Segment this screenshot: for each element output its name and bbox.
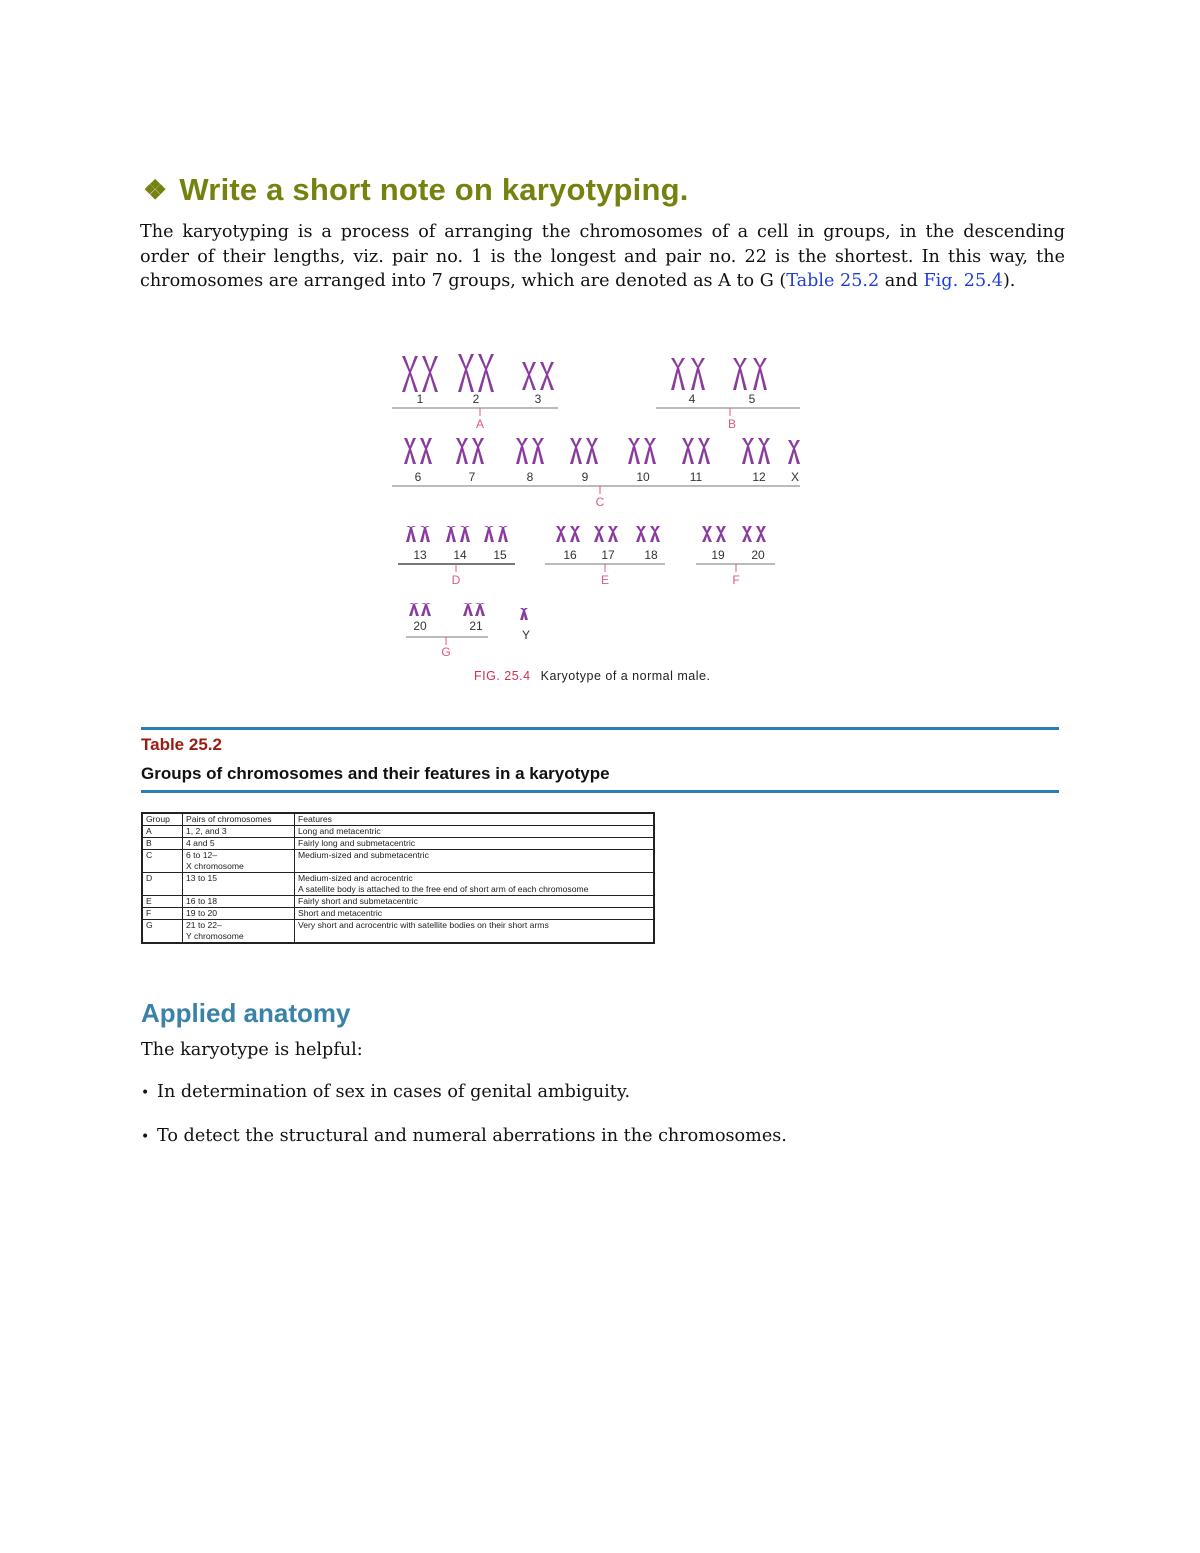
chromatid <box>677 358 685 390</box>
chromatid <box>649 438 656 464</box>
cell-group <box>142 838 183 850</box>
table-header-row <box>142 813 654 826</box>
pair-label: 8 <box>526 470 534 484</box>
chromatid <box>537 438 544 464</box>
cell-text: B <box>146 838 152 848</box>
table-title: Groups of chromosomes and their features in a karyotype <box>141 764 610 783</box>
header-group: Group <box>142 813 183 826</box>
group-label: F <box>732 573 740 587</box>
pair-label: 17 <box>601 548 615 562</box>
chromatid <box>485 354 494 392</box>
chromatid <box>671 358 679 390</box>
chromatid <box>502 526 508 542</box>
cell-text: 16 to 18 <box>186 896 218 906</box>
chromatid <box>467 603 473 616</box>
chromatid <box>747 438 754 464</box>
cell-text: 21 to 22– <box>186 920 222 930</box>
group-label: C <box>595 495 605 509</box>
chromatid <box>516 438 523 464</box>
chromatid <box>409 438 416 464</box>
chromatid <box>575 438 582 464</box>
applied-intro: The karyotype is helpful: <box>141 1040 363 1060</box>
cell-features <box>295 873 655 896</box>
chromatid <box>477 438 484 464</box>
table-reference-link[interactable]: Table 25.2 <box>786 271 880 291</box>
pair-label: 18 <box>644 548 658 562</box>
table-label: Table 25.2 <box>141 735 222 754</box>
chromatid <box>409 356 418 392</box>
cell-features <box>295 896 655 908</box>
chromatid <box>425 603 431 616</box>
group-label: G <box>441 645 451 659</box>
pair-label: 15 <box>493 548 507 562</box>
figure-reference-link[interactable]: Fig. 25.4 <box>923 271 1003 291</box>
cell-text: Very short and acrocentric with satellite bodies on their short arms <box>298 920 549 930</box>
chromatid <box>720 526 726 542</box>
table-row <box>142 850 654 873</box>
pair-label: 20 <box>751 548 765 562</box>
pair-label: 14 <box>453 548 467 562</box>
group-label: A <box>475 417 485 431</box>
chromatid <box>759 358 767 390</box>
chromatid <box>612 526 618 542</box>
page-heading <box>143 172 689 208</box>
chromatid <box>793 440 800 464</box>
pair-label: 7 <box>468 470 476 484</box>
chromatid <box>450 526 456 542</box>
chromatid <box>560 526 566 542</box>
cell-text: 13 to 15 <box>186 873 218 883</box>
applied-anatomy-heading: Applied anatomy <box>141 998 351 1028</box>
table-row <box>142 838 654 850</box>
cell-pairs <box>183 873 295 896</box>
pair-label: 9 <box>581 470 589 484</box>
pair-label: 10 <box>636 470 650 484</box>
chromatid <box>488 526 494 542</box>
chromatid <box>753 358 761 390</box>
chromatid <box>532 438 539 464</box>
header-features: Features <box>295 813 655 826</box>
cell-features <box>295 826 655 838</box>
cell-text: E <box>146 896 152 906</box>
cell-group <box>142 826 183 838</box>
cell-text: Short and metacentric <box>298 908 383 918</box>
table-bottom-rule <box>141 790 1059 793</box>
chromosome-groups-table <box>141 812 655 944</box>
pair-label: 11 <box>689 470 703 484</box>
cell-features <box>295 920 655 944</box>
karyotype-figure <box>388 340 808 690</box>
chromatid <box>633 438 640 464</box>
cell-group <box>142 850 183 873</box>
chromatid <box>760 526 766 542</box>
cell-text: G <box>146 920 153 930</box>
chromatid <box>429 356 438 392</box>
chromatid <box>706 526 712 542</box>
chromatid <box>687 438 694 464</box>
pair-label: 5 <box>748 392 756 406</box>
group-label: E <box>600 573 610 587</box>
chromatid <box>521 438 528 464</box>
chromatid <box>410 526 416 542</box>
intro-paragraph <box>140 220 1065 294</box>
cell-text: Medium-sized and acrocentric <box>298 873 413 883</box>
cell-text: 6 to 12– <box>186 850 218 860</box>
pair-label: 1 <box>416 392 424 406</box>
paragraph-text: and <box>879 271 924 291</box>
cell-text: F <box>146 908 152 918</box>
table-row <box>142 908 654 920</box>
cell-pairs <box>183 920 295 944</box>
cell-text: Y chromosome <box>186 931 244 941</box>
heading-text: Write a short note on karyotyping. <box>179 172 689 207</box>
chromatid <box>458 354 467 392</box>
cell-features <box>295 838 655 850</box>
cell-pairs <box>183 850 295 873</box>
cell-text: 1, 2, and 3 <box>186 826 227 836</box>
cell-text: Medium-sized and submetacentric <box>298 850 429 860</box>
pair-label: X <box>790 470 800 484</box>
cell-group <box>142 920 183 944</box>
cell-text: 4 and 5 <box>186 838 215 848</box>
cell-text: Fairly long and submetacentric <box>298 838 416 848</box>
cell-text: D <box>146 873 153 883</box>
cell-group <box>142 896 183 908</box>
chromatid <box>763 438 770 464</box>
figure-caption-text: Karyotype of a normal male. <box>540 669 711 683</box>
chromatid <box>733 358 741 390</box>
chromatid <box>478 354 487 392</box>
chromatid <box>742 438 749 464</box>
chromatid <box>546 362 554 390</box>
chromatid <box>425 438 432 464</box>
cell-text: C <box>146 850 153 860</box>
table-row <box>142 896 654 908</box>
pair-label: 20 <box>413 619 427 633</box>
list-item-text: To detect the structural and numeral aberrations in the chromosomes. <box>157 1126 787 1146</box>
chromatid <box>691 358 699 390</box>
cell-group <box>142 908 183 920</box>
pair-label: 3 <box>534 392 542 406</box>
pair-label: Y <box>521 628 531 642</box>
cell-text: X chromosome <box>186 861 244 871</box>
pair-label: 6 <box>414 470 422 484</box>
list-item <box>141 1082 787 1126</box>
chromatid <box>739 358 747 390</box>
figure-number: FIG. 25.4 <box>474 669 531 683</box>
list-item-text: In determination of sex in cases of genital ambiguity. <box>157 1082 631 1102</box>
pair-label: 4 <box>688 392 696 406</box>
chromatid <box>461 438 468 464</box>
table-row <box>142 873 654 896</box>
cell-pairs <box>183 896 295 908</box>
figure-caption <box>474 669 710 683</box>
cell-features <box>295 908 655 920</box>
pair-label: 21 <box>469 619 483 633</box>
chromatid <box>574 526 580 542</box>
chromatid <box>746 526 752 542</box>
cell-text: A <box>146 826 152 836</box>
cell-pairs <box>183 826 295 838</box>
diamond-bullet-icon: ❖ <box>143 175 168 205</box>
chromatid <box>758 438 765 464</box>
cell-text: Fairly short and submetacentric <box>298 896 418 906</box>
cell-pairs <box>183 838 295 850</box>
cell-text: A satellite body is attached to the free end of short arm of each chromosome <box>298 884 589 894</box>
table-row <box>142 826 654 838</box>
applied-list <box>141 1082 787 1170</box>
chromatid <box>413 603 419 616</box>
chromatid <box>424 526 430 542</box>
bullet-icon: • <box>141 1085 150 1101</box>
cell-features <box>295 850 655 873</box>
chromatid <box>697 358 705 390</box>
chromatid <box>628 438 635 464</box>
chromatid <box>479 603 485 616</box>
chromatid <box>654 526 660 542</box>
bullet-icon: • <box>141 1129 150 1145</box>
cell-text: 19 to 20 <box>186 908 218 918</box>
chromatid <box>644 438 651 464</box>
pair-label: 12 <box>752 470 766 484</box>
table-top-rule <box>141 727 1059 730</box>
chromatid <box>465 354 474 392</box>
pair-label: 13 <box>413 548 427 562</box>
pair-label: 16 <box>563 548 577 562</box>
pair-label: 19 <box>711 548 725 562</box>
chromatid <box>528 362 536 390</box>
group-label: B <box>727 417 737 431</box>
list-item <box>141 1126 787 1170</box>
cell-pairs <box>183 908 295 920</box>
header-pairs: Pairs of chromosomes <box>183 813 295 826</box>
chromatid <box>703 438 710 464</box>
table-row <box>142 920 654 944</box>
paragraph-text: ). <box>1002 271 1016 291</box>
chromatid <box>464 526 470 542</box>
group-label: D <box>451 573 461 587</box>
cell-text: Long and metacentric <box>298 826 381 836</box>
chromatid <box>640 526 646 542</box>
cell-group <box>142 873 183 896</box>
chromatid <box>598 526 604 542</box>
paragraph-text: The karyotyping is a process of arranging the chromosomes of a cell in groups, in the descending order of their lengths, viz. pair no. 1 is the longest and pair no. 22 is the shortest. In this way, the chromosomes are arranged into 7 groups, which are denoted as A to G ( <box>140 222 1065 291</box>
pair-label: 2 <box>472 392 480 406</box>
chromatid <box>591 438 598 464</box>
